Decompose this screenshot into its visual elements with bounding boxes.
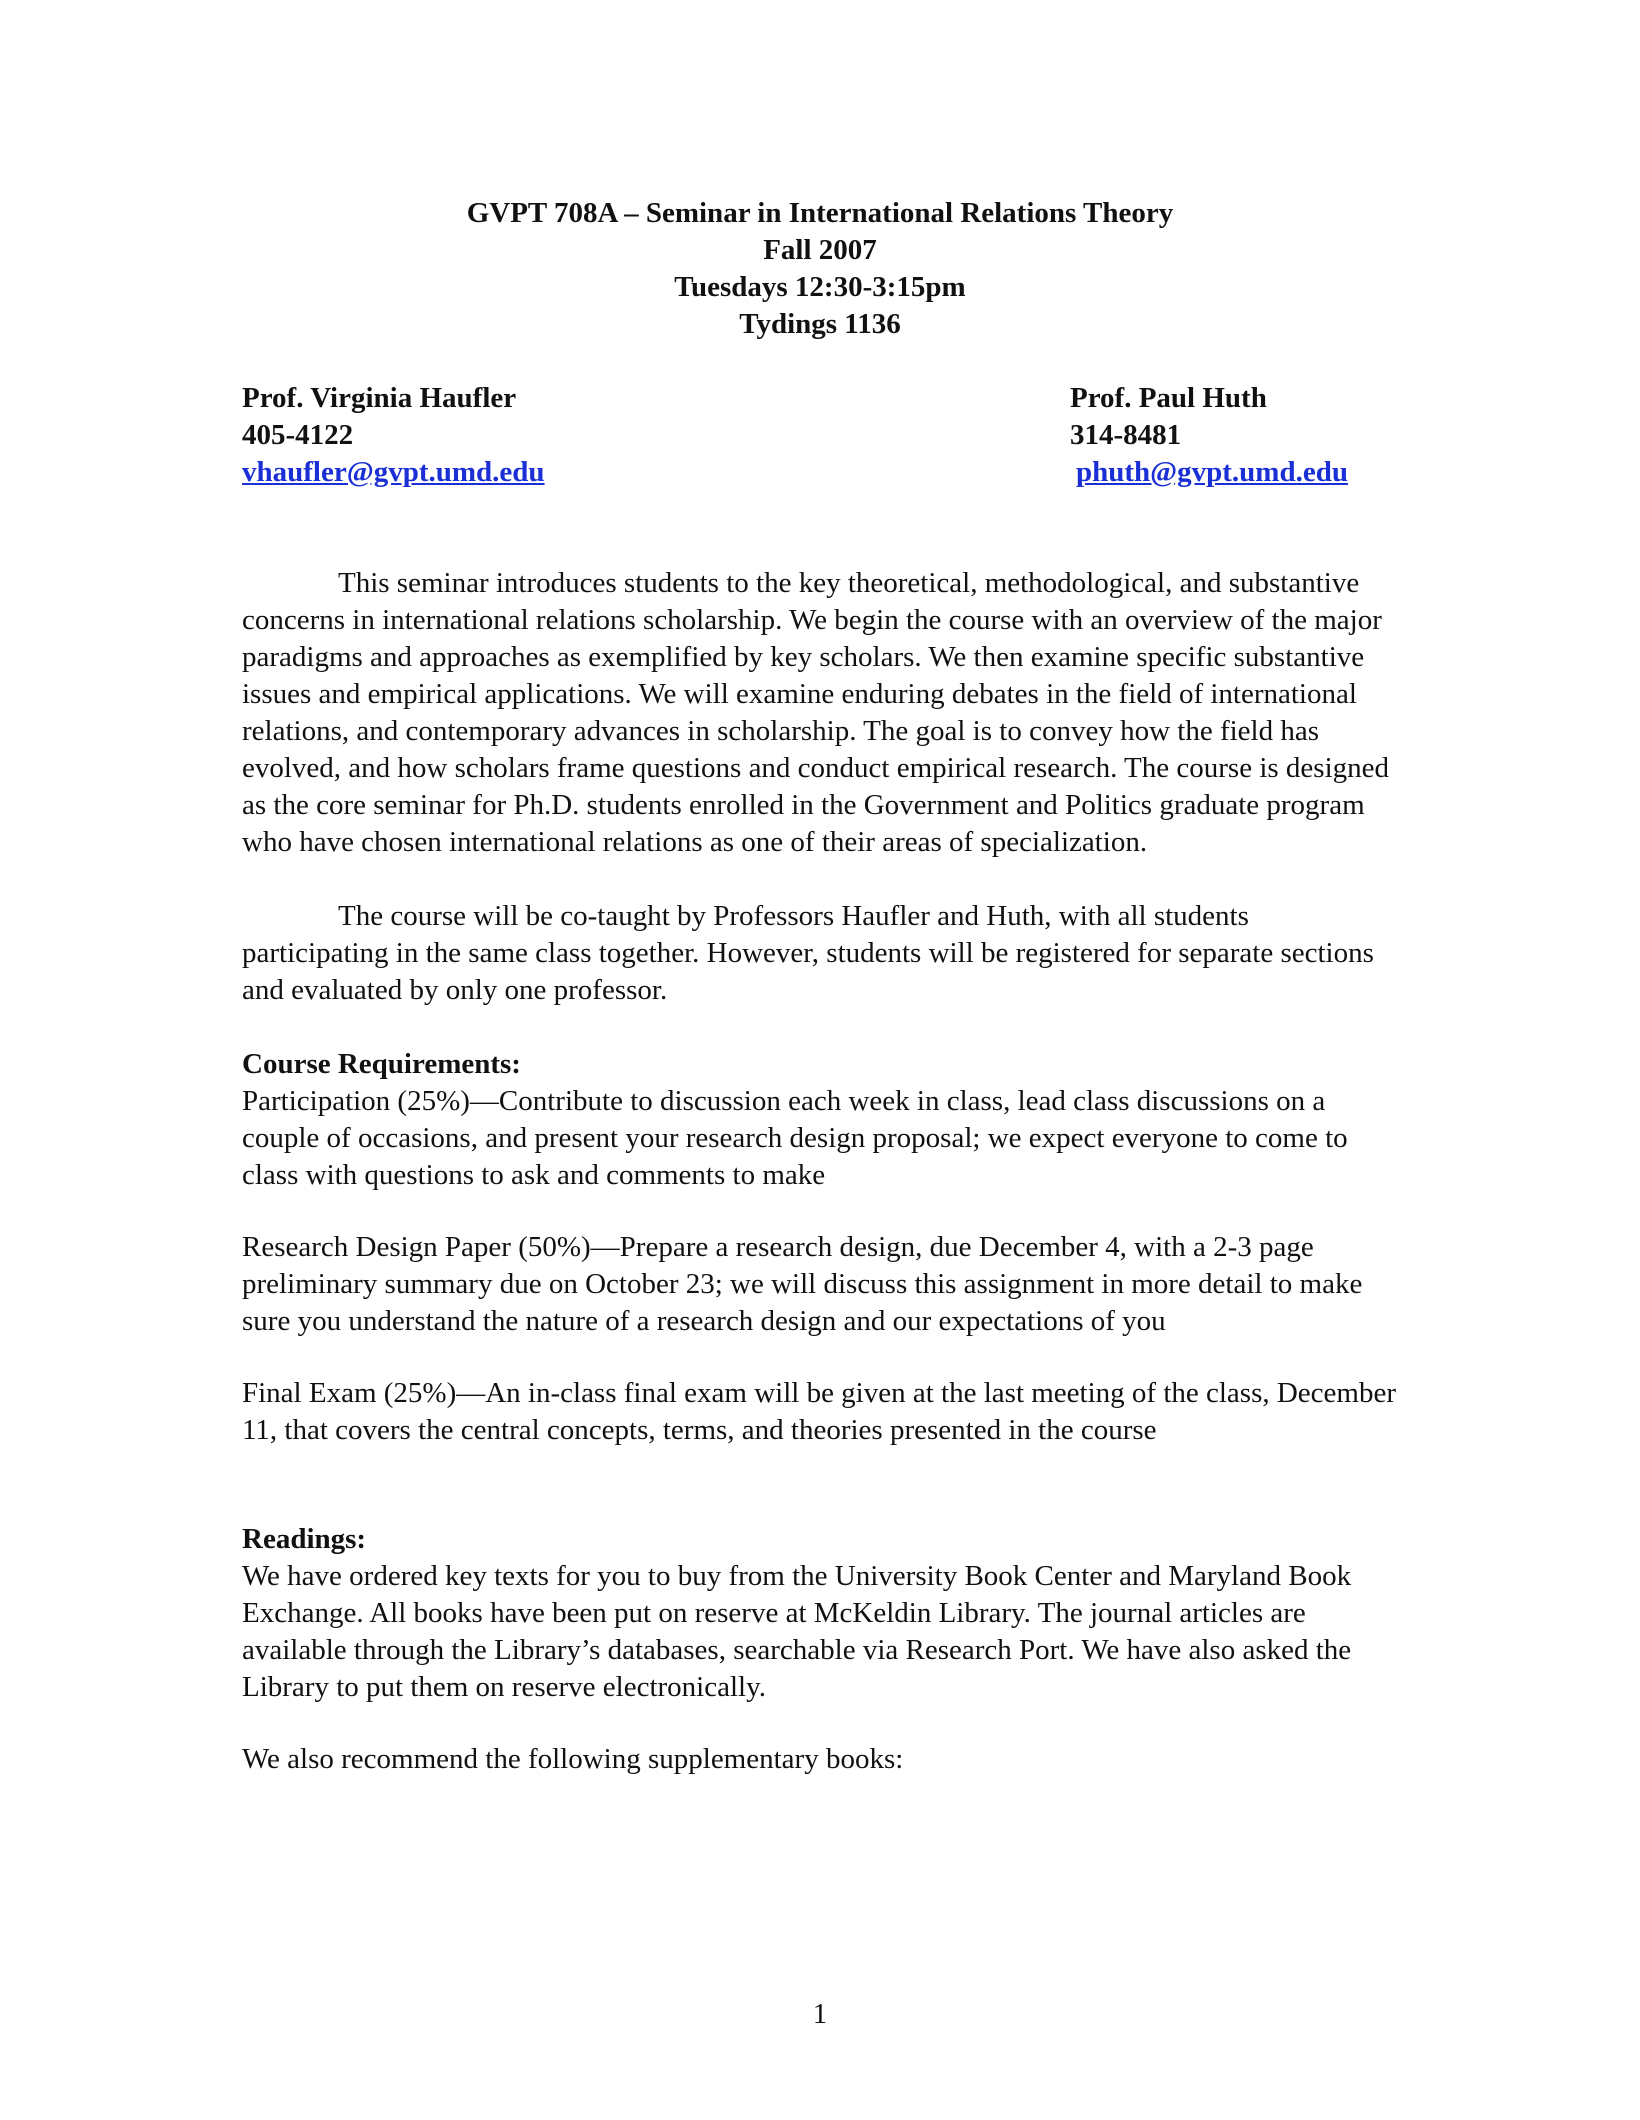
instructor-phone: 314-8481 [1070, 419, 1182, 451]
course-title: GVPT 708A – Seminar in International Relations Theory [466, 197, 1174, 229]
participation-requirement: Participation (25%)—Contribute to discussion each week in class, lead class discussions on a couple of occasions, and present your research design proposal; we expect everyone to come to class with questions to ask and comments to make [242, 1085, 1348, 1191]
co-teaching-paragraph: The course will be co-taught by Professors Haufler and Huth, with all students participating in the same class together. However, students will be registered for separate sections and evaluated by only one professor. [242, 900, 1374, 1006]
intro-paragraph: This seminar introduces students to the key theoretical, methodological, and substantive concerns in international relations scholarship. We begin the course with an overview of the major paradigms and approaches as exemplified by key scholars. We then examine specific substantive issues and empirical applications. We will examine enduring debates in the field of international relations, and contemporary advances in scholarship. The goal is to convey how the field has evolved, and how scholars frame questions and conduct empirical research. The course is designed as the core seminar for Ph.D. students enrolled in the Government and Politics graduate program who have chosen international relations as one of their areas of specialization. [242, 567, 1390, 858]
instructor-haufler [242, 380, 545, 491]
requirements-heading: Course Requirements: [242, 1048, 521, 1080]
requirements-section [242, 1046, 1402, 1449]
syllabus-body [242, 565, 1402, 1778]
course-term: Fall 2007 [763, 234, 877, 266]
instructor-block [242, 380, 1392, 500]
readings-heading: Readings: [242, 1523, 367, 1555]
research-paper-requirement: Research Design Paper (50%)—Prepare a research design, due December 4, with a 2-3 page preliminary summary due on October 23; we will discuss this assignment in more detail to make sure you understand the nature of a research design and our expectations of you [242, 1231, 1363, 1337]
course-schedule: Tuesdays 12:30-3:15pm [674, 271, 966, 303]
final-exam-requirement: Final Exam (25%)—An in-class final exam will be given at the last meeting of the class, December 11, that covers the central concepts, terms, and theories presented in the course [242, 1377, 1397, 1446]
page-number: 1 [812, 1998, 828, 2030]
instructor-email-link[interactable]: phuth@gvpt.umd.edu [1076, 456, 1348, 488]
course-location: Tydings 1136 [739, 308, 901, 340]
supplementary-books-paragraph: We also recommend the following supplementary books: [242, 1743, 904, 1775]
instructor-phone: 405-4122 [242, 419, 354, 451]
instructor-name: Prof. Paul Huth [1070, 382, 1267, 414]
readings-section [242, 1521, 1402, 1778]
course-header [0, 195, 1640, 343]
instructor-email-link[interactable]: vhaufler@gvpt.umd.edu [242, 456, 545, 488]
instructor-huth [1070, 380, 1348, 491]
readings-paragraph: We have ordered key texts for you to buy from the University Book Center and Maryland Book Exchange. All books have been put on reserve at McKeldin Library. The journal articles are available through the Library’s databases, searchable via Research Port. We have also asked the Library to put them on reserve electronically. [242, 1560, 1352, 1703]
instructor-name: Prof. Virginia Haufler [242, 382, 517, 414]
